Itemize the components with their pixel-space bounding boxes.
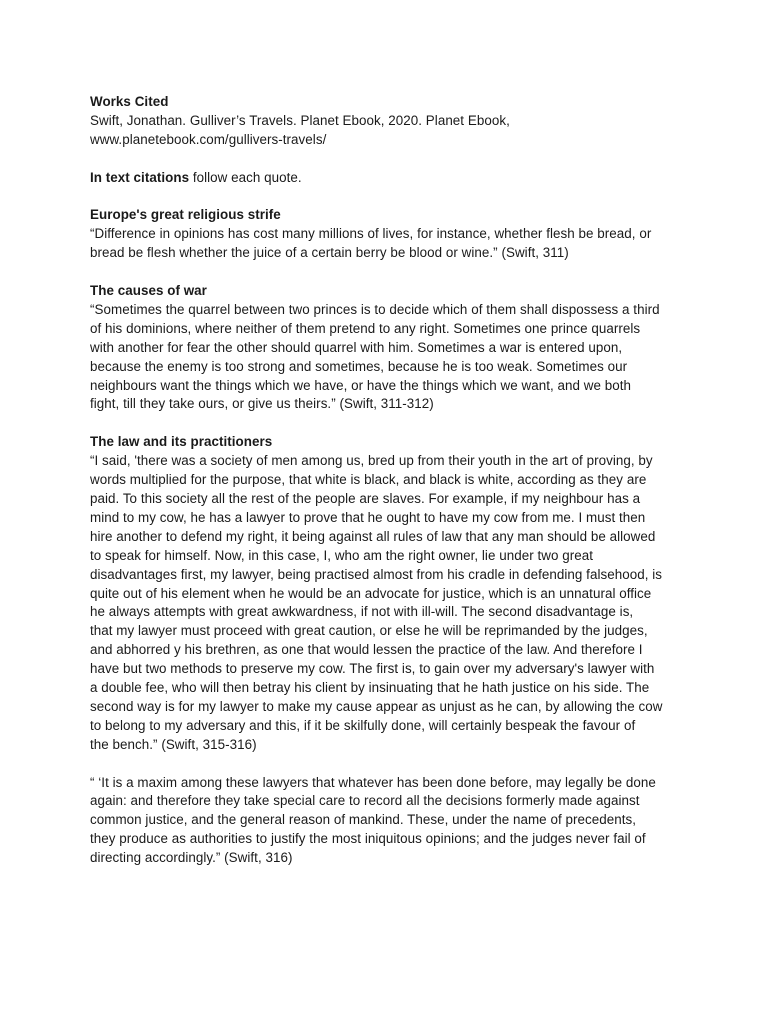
section-law-practitioners bbox=[90, 433, 690, 754]
works-cited-block bbox=[90, 93, 690, 150]
quote-line: disadvantages first, my lawyer, being practised almost from his cradle in defending falsehood, is bbox=[90, 566, 663, 582]
intro-bold-text: In text citations bbox=[90, 169, 190, 185]
quote-line: fight, till they take ours, or give us theirs.” (Swift, 311-312) bbox=[90, 396, 434, 412]
quote-line: with another for fear the other should quarrel with him. Sometimes a war is entered upon, bbox=[90, 339, 623, 355]
quote-line: “I said, 'there was a society of men among us, bred up from their youth in the art of proving, by bbox=[90, 453, 653, 469]
quote-line: words multiplied for the purpose, that white is black, and black is white, according as they are bbox=[90, 472, 647, 488]
quote-line: to speak for himself. Now, in this case, I, who am the right owner, lie under two great bbox=[90, 547, 594, 563]
quote-line: and abhorred y his brethren, as one that would lessen the practice of the law. And therefore I bbox=[90, 642, 643, 658]
quote-line: second way is for my lawyer to make my cause appear as unjust as he can, by allowing the cow bbox=[90, 698, 663, 714]
section-heading: The law and its practitioners bbox=[90, 434, 273, 450]
quote-line: they produce as authorities to justify the most iniquitous opinions; and the judges never fail of bbox=[90, 831, 646, 847]
quote-line: directing accordingly.” (Swift, 316) bbox=[90, 850, 293, 866]
section-causes-of-war bbox=[90, 282, 690, 414]
intro-paragraph bbox=[90, 169, 690, 188]
quote-line: that my lawyer must proceed with great caution, or else he will be reprimanded by the judges, bbox=[90, 623, 648, 639]
quote-line: “ ‘It is a maxim among these lawyers that whatever has been done before, may legally be done bbox=[90, 774, 656, 790]
quote-line: common justice, and the general reason of mankind. These, under the name of precedents, bbox=[90, 812, 637, 828]
works-cited-heading: Works Cited bbox=[90, 94, 169, 109]
citation-line: Swift, Jonathan. Gulliver’s Travels. Planet Ebook, 2020. Planet Ebook, bbox=[90, 112, 510, 128]
quote-line: again: and therefore they take special care to record all the decisions formerly made against bbox=[90, 793, 640, 809]
quote-line: mind to my cow, he has a lawyer to prove that he ought to have my cow from me. I must then bbox=[90, 509, 646, 525]
quote-line: quite out of his element when he would be an advocate for justice, which is an unnatural office bbox=[90, 585, 652, 601]
citation-line: www.planetebook.com/gullivers-travels/ bbox=[90, 131, 327, 147]
section-heading: Europe's great religious strife bbox=[90, 207, 281, 223]
quote-line: bread be flesh whether the juice of a certain berry be blood or wine.” (Swift, 311) bbox=[90, 245, 569, 261]
section-heading: The causes of war bbox=[90, 283, 207, 299]
quote-line: “Difference in opinions has cost many millions of lives, for instance, whether flesh be bread, or bbox=[90, 226, 652, 242]
quote-line: neighbours want the things which we have, or have the things which we want, and we both bbox=[90, 377, 632, 393]
quote-line: he always attempts with great awkwardness, if not with ill-will. The second disadvantage is, bbox=[90, 604, 634, 620]
quote-line: because the enemy is too strong and sometimes, because he is too weak. Sometimes our bbox=[90, 358, 628, 374]
quote-line: paid. To this society all the rest of the people are slaves. For example, if my neighbour has a bbox=[90, 490, 641, 506]
section-religious-strife bbox=[90, 206, 690, 263]
final-quote-paragraph bbox=[90, 774, 690, 869]
quote-line: of his dominions, where neither of them pretend to any right. Sometimes one prince quarrels bbox=[90, 320, 641, 336]
intro-text: follow each quote. bbox=[189, 169, 302, 185]
quote-line: the bench.” (Swift, 315-316) bbox=[90, 736, 257, 752]
document-page bbox=[90, 93, 690, 868]
quote-line: hire another to defend my right, it being against all rules of law that any man should be allowed bbox=[90, 528, 656, 544]
quote-line: a double fee, who will then betray his client by insinuating that he hath justice on his side. The bbox=[90, 680, 650, 696]
quote-line: to belong to my adversary and this, if it be skilfully done, will certainly bespeak the favour of bbox=[90, 717, 636, 733]
quote-line: “Sometimes the quarrel between two princes is to decide which of them shall dispossess a third bbox=[90, 301, 660, 317]
quote-line: have but two methods to preserve my cow. The first is, to gain over my adversary's lawyer with bbox=[90, 661, 655, 677]
